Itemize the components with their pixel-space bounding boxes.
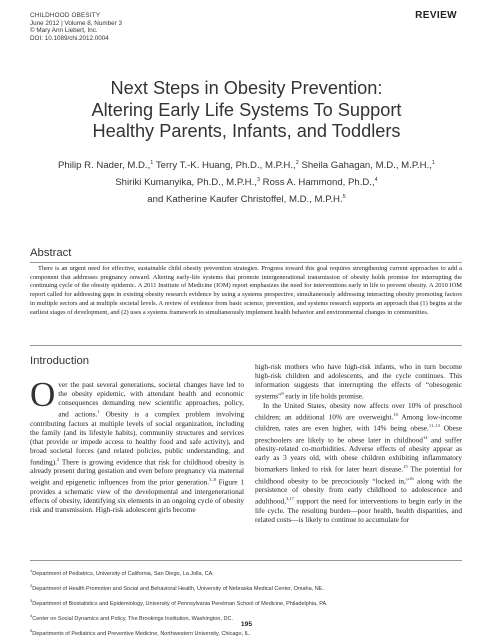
affiliations (30, 565, 470, 640)
body-text: high-risk mothers who have high-risk infants, who in turn become high-risk children and adolescents, and the cycle continues. This information suggests that interrupting the effects of “obesogenic systems” (255, 362, 462, 401)
author-affiliation: 1 (150, 160, 154, 166)
body-text: Among low-income children, rates are even higher, with 14% being obese. (255, 412, 462, 433)
title-line-2: Altering Early Life Systems To Support (91, 99, 402, 120)
footnote-text: Departments of Pediatrics and Preventive Medicine, Northwestern University, Chicago, IL. (32, 630, 251, 637)
citation: 3,17 (286, 496, 294, 502)
footnote-text: Department of Pediatrics, University of California, San Diego, La Jolla, CA. (32, 570, 214, 577)
title-line-3: Healthy Parents, Infants, and Toddlers (92, 121, 401, 141)
abstract-text: There is an urgent need for effective, sustainable child obesity prevention strategies. Progress toward this goal requires strengthening current approaches to add a component that addresses pregnancy onward. Altering early-life systems that promote intergenerational transmission of obesity holds promise for interrupting the continuing cycle of the obesity epidemic. A 2011 Institute of Medicine (IOM) report emphasizes the need for interventions early in life to prevent obesity. A 2010 IOM report called for addressing gaps in existing obesity research evidence by using a systems perspective, simultaneously addressing interacting obesity promoting factors in multiple sectors and at multiple societal levels. A review of evidence from basic science, prevention, and systems research supports an approach that (1) begins at the earliest stages of development, and (2) uses a systems framework to simultaneously implement health behavior and environmental changes in communities. (30, 265, 462, 316)
citation: 16 (409, 475, 414, 481)
citation: 9 (281, 391, 284, 397)
author-name: Ross A. Hammond, Ph.D., (262, 177, 375, 189)
citation: 15 (403, 464, 408, 470)
page-number: 195 (240, 621, 253, 628)
introduction-heading: Introduction (30, 355, 90, 367)
body-text: and suffer obesity-related co-morbidities. Adverse effects of obesity appear as early as 3 years old, with obese children exhibiting inflammatory biomarkers linked to risk for later heart disease. (255, 435, 462, 474)
footnote-rule (30, 560, 462, 561)
doi: DOI: 10.1089/chi.2012.0004 (30, 34, 109, 42)
footnote-mark: 1 (30, 568, 33, 573)
body-text: In the United States, obesity now affects over 10% of preschool children; an additional 10% are overweight. (255, 400, 462, 422)
footnote-text: Center on Social Dynamics and Policy, The Brookings Institution, Washington, DC. (32, 615, 233, 622)
article-title (0, 78, 493, 143)
body-text: Obesity is a complex problem involving contributing factors at multiple levels of social organization, including the family (and its lifestyle habits), community structures and services (that provide or impede access to healthy food and safe activity), and broad societal forces (and related policies, public understanding, and funding). (30, 409, 244, 467)
abstract-top-rule (30, 262, 462, 263)
footnote (30, 595, 470, 610)
body-text: along with the persistence of obesity from early childhood to adolescence and adulthood, (255, 476, 462, 506)
citation: 14 (422, 434, 428, 440)
footnote (30, 565, 470, 580)
abstract-heading: Abstract (30, 247, 72, 259)
footnote-mark: 4 (30, 613, 33, 619)
body-text: Figure 1 provides a schematic view of the developmental and intergenerational effects of obesity, identifying six elements in an ongoing cycle of obesity risk and transmission. High-risk adolescent girls become (30, 477, 244, 514)
author-name: Terry T.-K. Huang, Ph.D., M.P.H., (155, 160, 296, 172)
footnote (30, 580, 470, 595)
footnote-text: Department of Health Promotion and Social and Behavioral Health, University of Nebraska Medical Center, Omaha, NE. (32, 585, 324, 592)
author-affiliation: 1 (431, 160, 435, 166)
body-text: support the need for interventions to begin early in the life cycle. The resulting burden—poor health, health disparities, and related costs—is likely to continue to accumulate for (255, 496, 462, 524)
citation: 11–13 (428, 423, 440, 429)
footnote-mark: 5 (30, 628, 33, 634)
body-text: Obese preschoolers are likely to be obese later in childhood (255, 423, 463, 445)
footnote-mark: 2 (30, 583, 33, 589)
body-text: There is growing evidence that risk for childhood obesity is already present during gestation and even before pregnancy via maternal weight and epigenetic influences from the prior generation. (30, 457, 244, 487)
body-text: The potential for childhood obesity to be precociously “locked in,” (255, 464, 462, 486)
body-text: ver the past several generations, societal changes have led to the obesity epidemic, with attendant health and economic consequences demanding new scientific approaches, policy, and actions. (58, 380, 244, 419)
body-column-left (30, 375, 244, 514)
citation: 2 (56, 456, 60, 462)
body-column-right (255, 362, 462, 524)
author-affiliation: 2 (295, 160, 299, 166)
author-affiliation: 4 (374, 177, 378, 184)
footnote-mark: 3 (30, 598, 33, 604)
body-text: early in life holds promise. (283, 391, 364, 401)
author-name: Shiriki Kumanyika, Ph.D., M.P.H., (115, 177, 257, 189)
citation: 10 (393, 411, 398, 417)
author-name: and Katherine Kaufer Christoffel, M.D., M.P.H. (147, 194, 343, 206)
abstract-bottom-rule (30, 345, 462, 346)
journal-header (30, 12, 122, 42)
title-line-1: Next Steps in Obesity Prevention: (110, 78, 383, 98)
copyright: © Mary Ann Liebert, Inc. (30, 27, 98, 35)
author-affiliation: 5 (342, 194, 346, 201)
author-name: Philip R. Nader, M.D., (58, 160, 151, 172)
journal-name: CHILDHOOD OBESITY (30, 12, 101, 19)
drop-cap: O (30, 375, 56, 414)
citation: 3–8 (209, 477, 216, 483)
section-label: REVIEW (415, 10, 457, 21)
author-name: Sheila Gahagan, M.D., M.P.H., (301, 160, 432, 172)
journal-issue: June 2012 | Volume 8, Number 3 (30, 19, 122, 27)
author-list (0, 156, 493, 208)
citation: 1 (97, 409, 100, 415)
author-affiliation: 3 (256, 177, 260, 184)
footnote-text: Department of Biostatistics and Epidemiology, University of Pennsylvania Perelman School of Medicine, Philadelphia, PA. (32, 600, 328, 607)
